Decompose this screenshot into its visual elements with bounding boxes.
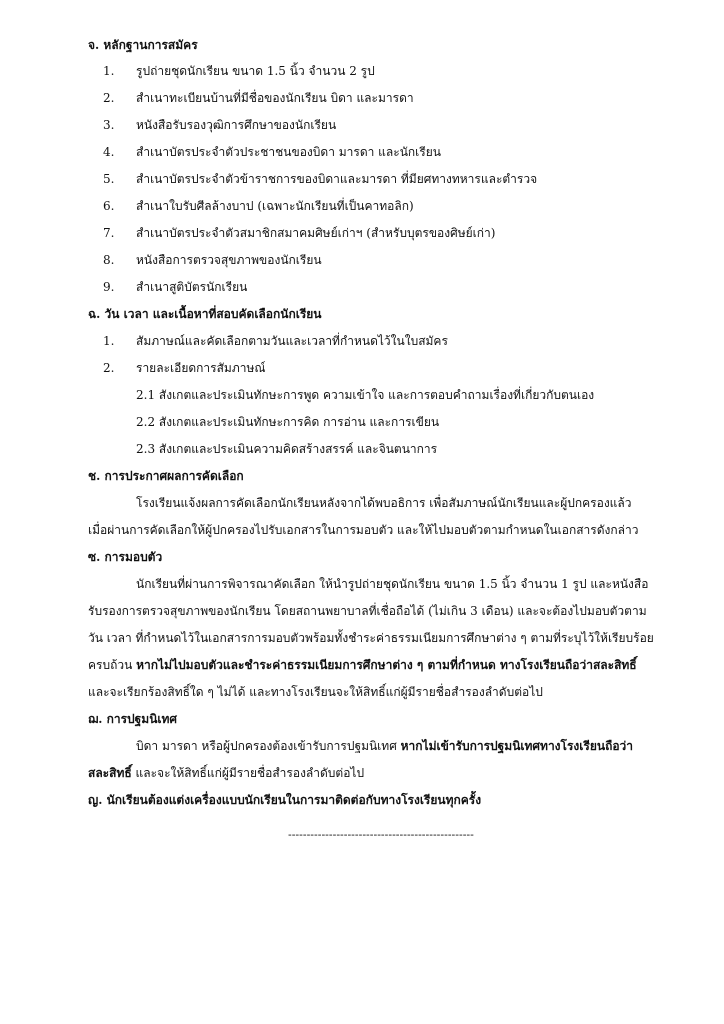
paragraph-emphasis: หากไม่ไปมอบตัวและชำระค่าธรรมเนียมการศึกษาต่าง ๆ ตามที่กำหนด ทางโรงเรียนถือว่าสละสิทธิ์ [136,658,637,672]
separator-line: -------------------------------------------------- [288,828,474,841]
list-item: สำเนาบัตรประจำตัวสมาชิกสมาคมศิษย์เก่าฯ (สำหรับบุตรของศิษย์เก่า) [136,226,496,240]
paragraph-text: บิดา มารดา หรือผู้ปกครองต้องเข้ารับการปฐมนิเทศ [136,739,401,753]
section-heading-enrollment: ซ. การมอบตัว [88,550,163,564]
list-item: รายละเอียดการสัมภาษณ์ [136,361,266,375]
list-item-number: 9. [103,280,115,294]
list-item-number: 7. [103,226,115,240]
section-heading-uniform: ญ. นักเรียนต้องแต่งเครื่องแบบนักเรียนในการมาติดต่อกับทางโรงเรียนทุกครั้ง [88,793,482,807]
list-item: สำเนาสูติบัตรนักเรียน [136,280,248,294]
paragraph-line: และจะเรียกร้องสิทธิ์ใด ๆ ไม่ได้ และทางโรงเรียนจะให้สิทธิ์แก่ผู้มีรายชื่อสำรองลำดับต่อไป [88,685,543,699]
section-heading-orientation: ฌ. การปฐมนิเทศ [88,712,178,726]
list-item: สำเนาใบรับศีลล้างบาป (เฉพาะนักเรียนที่เป็นคาทอลิก) [136,199,414,213]
list-item-number: 8. [103,253,115,267]
paragraph-line: วัน เวลา ที่กำหนดไว้ในเอกสารการมอบตัวพร้อมทั้งชำระค่าธรรมเนียมการศึกษาต่าง ๆ ตามที่ระบุไว้ให้เรียบร้อย [88,631,654,645]
paragraph-line: โรงเรียนแจ้งผลการคัดเลือกนักเรียนหลังจากได้พบอธิการ เพื่อสัมภาษณ์นักเรียนและผู้ปกครองแล้ว [136,496,632,510]
paragraph-line: เมื่อผ่านการคัดเลือกให้ผู้ปกครองไปรับเอกสารในการมอบตัว และให้ไปมอบตัวตามกำหนดในเอกสารดังกล่าว [88,523,639,537]
paragraph-line [88,656,637,674]
list-item: สัมภาษณ์และคัดเลือกตามวันและเวลาที่กำหนดไว้ในใบสมัคร [136,334,448,348]
paragraph-line [88,764,364,782]
list-item: รูปถ่ายชุดนักเรียน ขนาด 1.5 นิ้ว จำนวน 2 รูป [136,64,375,78]
paragraph-text: ครบถ้วน [88,658,137,672]
list-item-number: 2. [103,361,115,375]
list-item-number: 4. [103,145,115,159]
list-item-number: 2. [103,91,115,105]
list-item-number: 6. [103,199,115,213]
paragraph-line [136,737,633,755]
list-item-number: 1. [103,64,115,78]
list-item: สำเนาทะเบียนบ้านที่มีชื่อของนักเรียน บิดา และมารดา [136,91,414,105]
paragraph-emphasis: หากไม่เข้ารับการปฐมนิเทศทางโรงเรียนถือว่า [400,739,634,753]
paragraph-text: และจะให้สิทธิ์แก่ผู้มีรายชื่อสำรองลำดับต่อไป [131,766,365,780]
list-item-number: 1. [103,334,115,348]
paragraph-line: นักเรียนที่ผ่านการพิจารณาคัดเลือก ให้นำรูปถ่ายชุดนักเรียน ขนาด 1.5 นิ้ว จำนวน 1 รูป และหนังสือ [136,577,649,591]
section-heading-schedule: ฉ. วัน เวลา และเนื้อหาที่สอบคัดเลือกนักเรียน [88,307,322,321]
section-heading-evidence: จ. หลักฐานการสมัคร [88,38,198,52]
section-heading-announcement: ช. การประกาศผลการคัดเลือก [88,469,244,483]
list-item-number: 5. [103,172,115,186]
sub-list-item: 2.2 สังเกตและประเมินทักษะการคิด การอ่าน และการเขียน [136,415,440,429]
sub-list-item: 2.1 สังเกตและประเมินทักษะการพูด ความเข้าใจ และการตอบคำถามเรื่องที่เกี่ยวกับตนเอง [136,388,595,402]
list-item: หนังสือรับรองวุฒิการศึกษาของนักเรียน [136,118,337,132]
list-item: สำเนาบัตรประจำตัวประชาชนของบิดา มารดา และนักเรียน [136,145,441,159]
list-item: หนังสือการตรวจสุขภาพของนักเรียน [136,253,322,267]
paragraph-line: รับรองการตรวจสุขภาพของนักเรียน โดยสถานพยาบาลที่เชื่อถือได้ (ไม่เกิน 3 เดือน) และจะต้องไปมอบตัวตาม [88,604,647,618]
paragraph-emphasis: สละสิทธิ์ [88,766,132,780]
sub-list-item: 2.3 สังเกตและประเมินความคิดสร้างสรรค์ และจินตนาการ [136,442,438,456]
list-item-number: 3. [103,118,115,132]
list-item: สำเนาบัตรประจำตัวข้าราชการของบิดาและมารดา ที่มียศทางทหารและตำรวจ [136,172,538,186]
